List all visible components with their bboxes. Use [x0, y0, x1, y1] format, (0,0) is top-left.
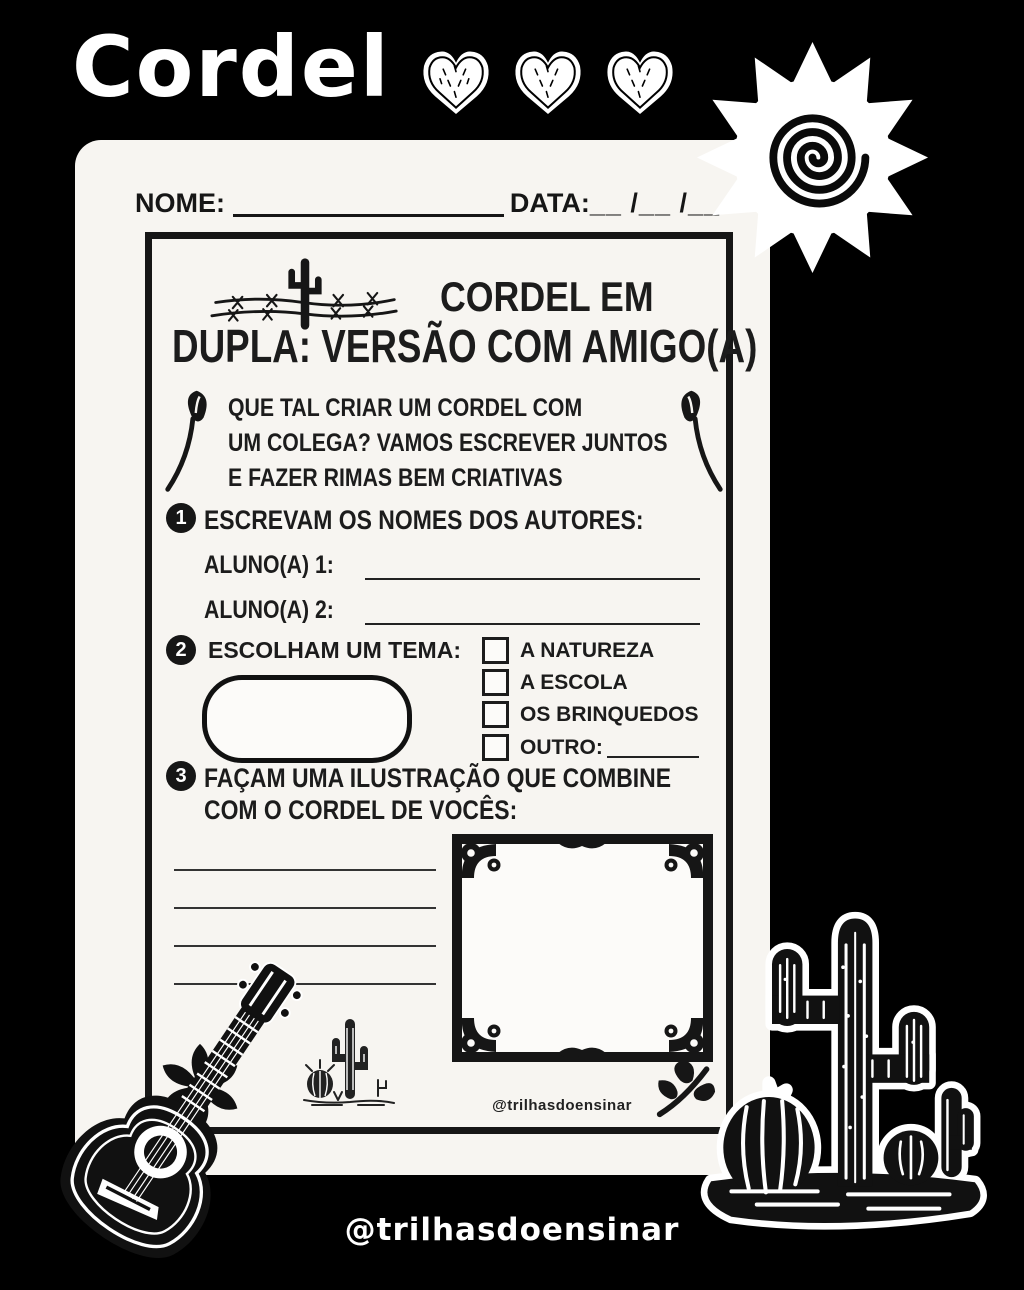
- writing-line[interactable]: [174, 907, 436, 909]
- step-1-number: 1: [166, 503, 196, 533]
- credit-handle: @trilhasdoensinar: [492, 1097, 632, 1114]
- outro-input-line[interactable]: [607, 738, 699, 758]
- drawing-frame[interactable]: [450, 831, 715, 1065]
- date-input-line[interactable]: __ /__ /__: [589, 188, 720, 218]
- heart-icon: [415, 42, 497, 118]
- name-label: NOME:: [135, 188, 225, 218]
- author-2-row: [204, 596, 700, 625]
- worksheet-title-line1: CORDEL EM: [440, 273, 654, 320]
- theme-answer-pill[interactable]: [202, 675, 412, 763]
- sprout-right-icon: [670, 387, 728, 495]
- author-1-row: [204, 551, 700, 580]
- author-2-input-line[interactable]: [365, 597, 700, 625]
- name-input-line[interactable]: [233, 184, 504, 217]
- checkbox-outro[interactable]: [482, 734, 509, 761]
- option-row: A NATUREZA: [482, 637, 654, 664]
- author-1-label: ALUNO(A) 1:: [204, 551, 334, 579]
- option-row: OS BRINQUEDOS: [482, 701, 699, 728]
- step-3-heading-line2: COM O CORDEL DE VOCÊS:: [204, 795, 518, 825]
- step-2-number: 2: [166, 635, 196, 665]
- option-row: OUTRO:: [482, 734, 699, 761]
- sprout-left-icon: [160, 387, 218, 495]
- author-2-label: ALUNO(A) 2:: [204, 596, 334, 624]
- step-3-heading-line1: FAÇAM UMA ILUSTRAÇÃO QUE COMBINE: [204, 763, 672, 793]
- hearts-decoration: [415, 42, 681, 118]
- intro-text: QUE TAL CRIAR UM CORDEL COM UM COLEGA? VAMOS ESCREVER JUNTOS E FAZER RIMAS BEM CRIATIVAS: [228, 394, 668, 492]
- date-label: DATA:: [509, 188, 590, 218]
- checkbox-escola[interactable]: [482, 669, 509, 696]
- checkbox-brinquedos[interactable]: [482, 701, 509, 728]
- step-1-heading: ESCREVAM OS NOMES DOS AUTORES:: [204, 505, 644, 535]
- step-2-heading: ESCOLHAM UM TEMA:: [208, 637, 461, 663]
- checkbox-natureza[interactable]: [482, 637, 509, 664]
- cacti-sticker-icon: [678, 882, 1008, 1237]
- writing-line[interactable]: [174, 869, 436, 871]
- heart-icon: [507, 42, 589, 118]
- author-1-input-line[interactable]: [365, 552, 700, 580]
- sun-icon: [695, 40, 930, 275]
- page-title: Cordel: [72, 18, 391, 116]
- guitar-icon: [0, 930, 345, 1290]
- worksheet-title-line2: DUPLA: VERSÃO COM AMIGO(A): [172, 320, 758, 372]
- name-date-row: [135, 184, 720, 219]
- step-3-number: 3: [166, 761, 196, 791]
- heart-icon: [599, 42, 681, 118]
- option-row: A ESCOLA: [482, 669, 628, 696]
- footer-handle: @trilhasdoensinar: [344, 1212, 680, 1248]
